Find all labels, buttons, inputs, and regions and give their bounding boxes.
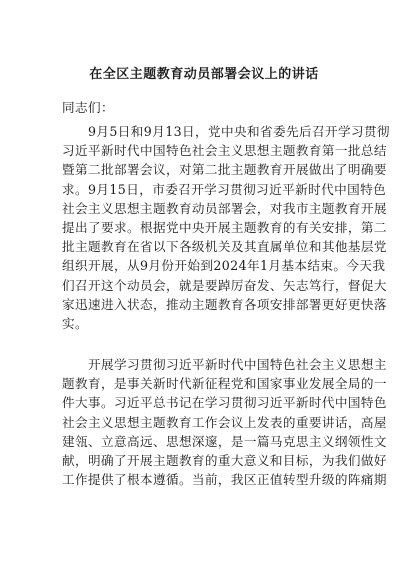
paragraph-1-line: 社会主义思想主题教育动员部署会，对我市主题教育开展	[62, 200, 387, 216]
paragraph-1-line: 9月5日和9月13日，党中央和省委先后召开学习贯彻	[62, 124, 390, 139]
document-title: 在全区主题教育动员部署会议上的讲话	[89, 67, 319, 82]
paragraph-1-line: 们召开这个动员会，就是要踔厉奋发、矢志笃行，督促大	[62, 277, 387, 293]
paragraph-1-line: 批主题教育在省以下各级机关及其直属单位和其他基层党	[62, 239, 387, 255]
paragraph-1-line: 实。	[62, 315, 88, 331]
paragraph-2-line: 件大事。习近平总书记在学习贯彻习近平新时代中国特色	[62, 395, 387, 411]
paragraph-1-line: 暨第二批部署会议，对第二批主题教育开展做出了明确要	[62, 162, 387, 178]
paragraph-2-line: 献，明确了开展主题教育的重大意义和目标，为我们做好	[62, 452, 387, 468]
paragraph-2-line: 建瓴、立意高远、思想深邃，是一篇马克思主义纲领性文	[62, 433, 387, 449]
paragraph-2	[62, 355, 387, 489]
paragraph-2-line: 工作提供了根本遵循。当前，我区正值转型升级的阵痛期	[62, 472, 387, 488]
paragraph-2-line: 社会主义思想主题教育工作会议上发表的重要讲话，高屋	[62, 414, 387, 430]
paragraph-1-line: 习近平新时代中国特色社会主义思想主题教育第一批总结	[62, 143, 387, 159]
paragraph-1-line: 求。9月15日，市委召开学习贯彻习近平新时代中国特色	[62, 181, 387, 197]
paragraph-1-line: 家迅速进入状态，推动主题教育各项安排部署更好更快落	[62, 296, 387, 312]
paragraph-1	[62, 122, 390, 333]
paragraph-1-line: 组织开展，从9月份开始到2024年1月基本结束。今天我	[62, 258, 386, 274]
paragraph-2-line: 题教育，是事关新时代新征程党和国家事业发展全局的一	[62, 376, 387, 392]
paragraph-2-line: 开展学习贯彻习近平新时代中国特色社会主义思想主	[62, 357, 387, 372]
salutation: 同志们：	[62, 100, 114, 115]
paragraph-1-line: 提出了要求。根据党中央开展主题教育的有关安排，第二	[62, 219, 387, 235]
